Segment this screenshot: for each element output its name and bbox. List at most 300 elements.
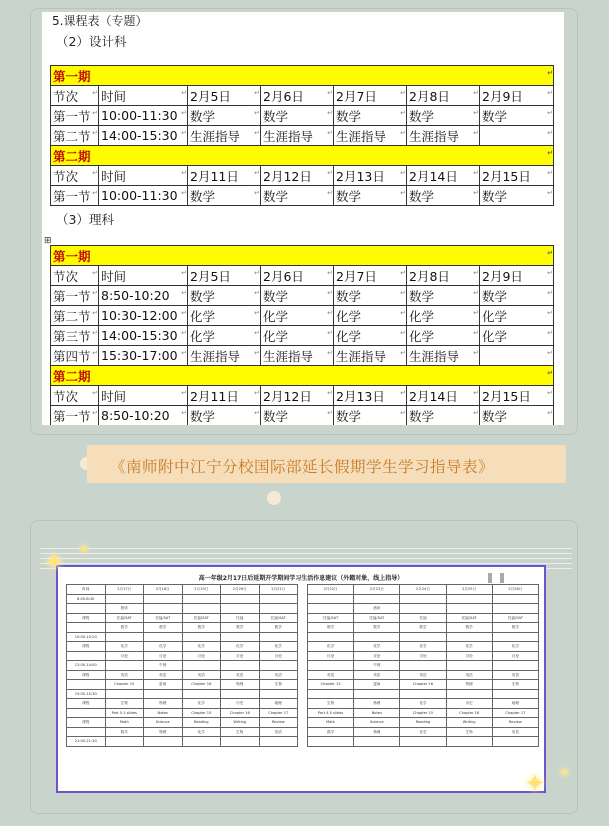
- table-cell: 数学 ↵: [188, 406, 261, 426]
- table-cell: [480, 346, 554, 366]
- table-cell: [182, 594, 221, 604]
- table-cell: 地理: [259, 699, 298, 709]
- table-cell: [492, 689, 538, 699]
- table-cell: 物理: [354, 699, 400, 709]
- period-label: 第二期 ↵: [51, 146, 554, 166]
- table-cell: 2月6日 ↵: [261, 86, 334, 106]
- table-cell: [105, 737, 144, 747]
- table-cell: 2月18日: [144, 585, 183, 595]
- table-cell: Chapter 16: [400, 680, 446, 690]
- table-cell: [182, 661, 221, 671]
- table-cell: [67, 680, 106, 690]
- sparkle-icon: ✦: [78, 542, 90, 558]
- table-cell: [259, 594, 298, 604]
- table-cell: 化学: [354, 642, 400, 652]
- table-cell: 数学 ↵: [407, 286, 480, 306]
- table-cell: 数学 ↵: [261, 406, 334, 426]
- table-cell: 8:50-10:20 ↵: [99, 286, 188, 306]
- table-cell: [105, 632, 144, 642]
- table-cell: 生涯指导 ↵: [334, 126, 407, 146]
- table-cell: 雷雨: [144, 680, 183, 690]
- table-cell: 讨论: [105, 651, 144, 661]
- table-cell: 第三节 ↵: [51, 326, 99, 346]
- table-cell: Reading: [182, 718, 221, 728]
- table-cell: 物理: [354, 727, 400, 737]
- table-cell: Science: [144, 718, 183, 728]
- table-cell: Writing: [446, 718, 492, 728]
- table-cell: Chapter 15: [182, 708, 221, 718]
- table-cell: 2月15日 ↵: [480, 166, 554, 186]
- table-cell: 第二节 ↵: [51, 306, 99, 326]
- table-cell: 数学 ↵: [261, 106, 334, 126]
- table-cell: 数学 ↵: [188, 186, 261, 206]
- document-heading: 5.课程表（专题）: [52, 14, 148, 28]
- table-cell: [105, 689, 144, 699]
- table-cell: 2月9日 ↵: [480, 86, 554, 106]
- table-row: [308, 670, 539, 680]
- table-row: [308, 680, 539, 690]
- table-cell: 英语: [492, 727, 538, 737]
- table-cell: 课程: [67, 718, 106, 728]
- table-cell: 英语: [182, 670, 221, 680]
- table-cell: 生物: [446, 727, 492, 737]
- table-cell: 数学: [492, 623, 538, 633]
- table-cell: [259, 604, 298, 614]
- table-cell: 化学: [400, 699, 446, 709]
- arts-schedule-table: [50, 65, 554, 206]
- table-cell: 生物: [221, 727, 260, 737]
- table-cell: 生物: [105, 699, 144, 709]
- table-cell: 10:00-11:30 ↵: [99, 186, 188, 206]
- header-row: [51, 86, 554, 106]
- table-cell: 英语: [221, 670, 260, 680]
- table-cell: 2月5日 ↵: [188, 266, 261, 286]
- table-row: [308, 727, 539, 737]
- table-cell: [144, 737, 183, 747]
- header-row: [51, 386, 554, 406]
- table-cell: 英语: [144, 670, 183, 680]
- table-cell: Reading: [400, 718, 446, 728]
- table-cell: [446, 661, 492, 671]
- table-cell: 数学 ↵: [480, 106, 554, 126]
- table-cell: Review: [492, 718, 538, 728]
- table-row: [67, 623, 298, 633]
- table-row: [67, 718, 298, 728]
- table-cell: [182, 604, 221, 614]
- table-cell: Chapter 15: [400, 708, 446, 718]
- table-cell: 课程: [67, 613, 106, 623]
- table-cell: Notes: [354, 708, 400, 718]
- table-cell: 英语: [259, 670, 298, 680]
- table-cell: [400, 604, 446, 614]
- table-cell: 化学: [308, 642, 354, 652]
- table-cell: 化学: [400, 642, 446, 652]
- table-row: [67, 651, 298, 661]
- table-cell: [400, 661, 446, 671]
- table-cell: 数学: [446, 623, 492, 633]
- table-cell: 数学 ↵: [261, 186, 334, 206]
- table-cell: 地理: [492, 699, 538, 709]
- guidance-title: 高一年级2月17日后延期开学期间学习生活作息建议（外籍对象，线上指导）: [198, 575, 404, 582]
- table-cell: 化学: [400, 727, 446, 737]
- table-cell: 数学: [105, 623, 144, 633]
- table-cell: 数学: [221, 623, 260, 633]
- period-row: [51, 246, 554, 266]
- table-cell: 托福/SAT: [354, 613, 400, 623]
- table-row: [67, 661, 298, 671]
- table-cell: 2月11日 ↵: [188, 166, 261, 186]
- sparkle-icon: ✦: [44, 548, 65, 576]
- table-row: [67, 604, 298, 614]
- table-cell: [446, 737, 492, 747]
- table-cell: 托福/SAT: [259, 613, 298, 623]
- period-row: [51, 146, 554, 166]
- table-cell: 数学 ↵: [261, 286, 334, 306]
- table-cell: 21:00-21:30: [67, 737, 106, 747]
- table-cell: 第四节 ↵: [51, 346, 99, 366]
- table-cell: Chapter 17: [492, 708, 538, 718]
- table-cell: 托福/SAT: [492, 613, 538, 623]
- header-row: [67, 585, 298, 595]
- table-cell: 化学 ↵: [334, 326, 407, 346]
- table-cell: 数学: [259, 623, 298, 633]
- table-cell: Math: [308, 718, 354, 728]
- table-row: [308, 651, 539, 661]
- table-cell: [492, 737, 538, 747]
- table-cell: 化学 ↵: [188, 306, 261, 326]
- table-cell: [446, 689, 492, 699]
- table-cell: 化学: [492, 642, 538, 652]
- table-cell: 第二节 ↵: [51, 126, 99, 146]
- table-cell: 14:00-15:30 ↵: [99, 326, 188, 346]
- table-cell: 2月24日: [400, 585, 446, 595]
- science-schedule-table: [50, 245, 554, 425]
- table-cell: Science: [354, 718, 400, 728]
- table-cell: 晨读: [354, 604, 400, 614]
- table-cell: 生涯指导 ↵: [188, 126, 261, 146]
- table-cell: 8:00-8:30: [67, 594, 106, 604]
- table-cell: 课程: [67, 670, 106, 680]
- table-cell: [308, 737, 354, 747]
- table-row: [308, 594, 539, 604]
- table-row: [67, 689, 298, 699]
- table-row: [51, 346, 554, 366]
- table-cell: 讨论: [221, 651, 260, 661]
- table-cell: [308, 632, 354, 642]
- table-cell: [446, 632, 492, 642]
- table-cell: 化学 ↵: [188, 326, 261, 346]
- table-cell: [354, 737, 400, 747]
- table-cell: 2月12日 ↵: [261, 166, 334, 186]
- table-cell: 2月13日 ↵: [334, 386, 407, 406]
- table-cell: 讨论: [446, 651, 492, 661]
- table-cell: [354, 689, 400, 699]
- table-cell: [400, 632, 446, 642]
- table-cell: Part 5.1 slides: [105, 708, 144, 718]
- table-row: [67, 737, 298, 747]
- schedule-document: [42, 12, 564, 425]
- table-cell: 托福/SAT: [144, 613, 183, 623]
- table-row: [308, 604, 539, 614]
- table-cell: 时间 ↵: [99, 166, 188, 186]
- table-cell: 数学 ↵: [407, 186, 480, 206]
- guidance-table-right-page: [307, 584, 539, 747]
- table-cell: 节次 ↵: [51, 86, 99, 106]
- table-cell: 化学 ↵: [334, 306, 407, 326]
- table-cell: 讨论: [492, 651, 538, 661]
- table-cell: 2月8日 ↵: [407, 86, 480, 106]
- table-cell: 第一节 ↵: [51, 106, 99, 126]
- table-cell: Chapter 16: [182, 680, 221, 690]
- table-row: [51, 126, 554, 146]
- table-cell: 2月11日 ↵: [188, 386, 261, 406]
- table-cell: 时间 ↵: [99, 266, 188, 286]
- guidance-document: [63, 570, 539, 788]
- table-cell: 数学 ↵: [188, 286, 261, 306]
- table-cell: [308, 594, 354, 604]
- table-cell: 数学 ↵: [334, 286, 407, 306]
- table-cell: 托福: [400, 613, 446, 623]
- table-cell: [492, 594, 538, 604]
- table-cell: 数学: [354, 623, 400, 633]
- table-cell: 生涯指导 ↵: [261, 126, 334, 146]
- table-row: [67, 594, 298, 604]
- table-cell: 数学 ↵: [188, 106, 261, 126]
- table-cell: 2月12日 ↵: [261, 386, 334, 406]
- table-cell: [221, 632, 260, 642]
- table-cell: 化学 ↵: [261, 326, 334, 346]
- table-cell: [67, 604, 106, 614]
- table-cell: 数学: [308, 623, 354, 633]
- table-cell: Chapter 16: [221, 708, 260, 718]
- table-row: [67, 613, 298, 623]
- table-row: [51, 106, 554, 126]
- table-cell: 2月6日 ↵: [261, 266, 334, 286]
- table-cell: 物理: [221, 680, 260, 690]
- table-cell: [67, 651, 106, 661]
- table-cell: 数学 ↵: [480, 186, 554, 206]
- period-row: [51, 66, 554, 86]
- table-cell: Writing: [221, 718, 260, 728]
- table-cell: 数学: [182, 623, 221, 633]
- table-cell: 生涯指导 ↵: [261, 346, 334, 366]
- sparkle-icon: ✦: [524, 769, 546, 799]
- table-cell: 数学 ↵: [334, 106, 407, 126]
- table-cell: 15:30-17:00 ↵: [99, 346, 188, 366]
- table-cell: 时间 ↵: [99, 386, 188, 406]
- table-row: [308, 737, 539, 747]
- table-cell: 化学 ↵: [407, 306, 480, 326]
- table-cell: Chapter 17: [259, 708, 298, 718]
- banner-title: 《南师附中江宁分校国际部延长假期学生学习指导表》: [110, 458, 495, 476]
- table-cell: [446, 594, 492, 604]
- table-cell: 托福/SAT: [308, 613, 354, 623]
- table-cell: 第一节 ↵: [51, 406, 99, 426]
- table-cell: 2月22日: [308, 585, 354, 595]
- table-cell: 数学 ↵: [334, 406, 407, 426]
- table-row: [308, 632, 539, 642]
- table-cell: 生涯指导 ↵: [334, 346, 407, 366]
- table-row: [67, 642, 298, 652]
- table-cell: 节次 ↵: [51, 166, 99, 186]
- table-cell: 时间: [67, 585, 106, 595]
- table-cell: [308, 689, 354, 699]
- table-cell: 2月19日: [182, 585, 221, 595]
- table-cell: [259, 661, 298, 671]
- table-row: [308, 661, 539, 671]
- period-label: 第一期 ↵: [51, 66, 554, 86]
- table-cell: 数学 ↵: [334, 186, 407, 206]
- table-cell: 英语: [259, 727, 298, 737]
- table-row: [51, 326, 554, 346]
- table-cell: [492, 661, 538, 671]
- table-cell: 2月21日: [259, 585, 298, 595]
- table-cell: 数学 ↵: [407, 406, 480, 426]
- table-cell: 2月23日: [354, 585, 400, 595]
- table-cell: [492, 604, 538, 614]
- table-cell: 2月14日 ↵: [407, 166, 480, 186]
- table-cell: Math: [105, 718, 144, 728]
- table-cell: [480, 126, 554, 146]
- table-cell: 化学: [446, 642, 492, 652]
- table-cell: 化学: [105, 642, 144, 652]
- table-cell: [259, 632, 298, 642]
- table-cell: 2月25日: [446, 585, 492, 595]
- table-row: [308, 699, 539, 709]
- table-cell: 化学: [259, 642, 298, 652]
- table-cell: [67, 727, 106, 737]
- table-cell: [221, 689, 260, 699]
- table-cell: 时间 ↵: [99, 86, 188, 106]
- table-cell: 数学: [144, 623, 183, 633]
- table-cell: 节次 ↵: [51, 266, 99, 286]
- table-cell: [354, 594, 400, 604]
- table-cell: [221, 604, 260, 614]
- table-cell: 历史: [221, 699, 260, 709]
- table-cell: [105, 661, 144, 671]
- table-cell: 化学 ↵: [261, 306, 334, 326]
- table-cell: 8:50-10:20 ↵: [99, 406, 188, 426]
- table-row: [308, 623, 539, 633]
- table-cell: [67, 623, 106, 633]
- table-cell: [144, 594, 183, 604]
- table-row: [308, 708, 539, 718]
- table-cell: [105, 594, 144, 604]
- table-cell: 化学 ↵: [480, 326, 554, 346]
- table-cell: 讨论: [400, 651, 446, 661]
- table-cell: [144, 604, 183, 614]
- table-cell: [221, 661, 260, 671]
- period-label: 第二期 ↵: [51, 366, 554, 386]
- table-cell: 生物: [259, 680, 298, 690]
- guidance-table-right: [307, 584, 539, 747]
- table-cell: 英语: [492, 670, 538, 680]
- table-cell: 雷雨: [354, 680, 400, 690]
- table-cell: [400, 689, 446, 699]
- table-cell: 2月5日 ↵: [188, 86, 261, 106]
- table-cell: 午餐: [354, 661, 400, 671]
- table-cell: 讨论: [182, 651, 221, 661]
- table-cell: 英语: [400, 670, 446, 680]
- table-row: [67, 727, 298, 737]
- table-cell: 化学: [182, 699, 221, 709]
- table-cell: 讨论: [354, 651, 400, 661]
- table-cell: 10:30-12:00 ↵: [99, 306, 188, 326]
- table-cell: 讨论: [308, 651, 354, 661]
- table-row: [308, 642, 539, 652]
- table-row: [51, 406, 554, 426]
- guidance-table-left: [66, 584, 298, 747]
- header-row: [51, 166, 554, 186]
- table-cell: 第一节 ↵: [51, 186, 99, 206]
- table-cell: 午餐: [144, 661, 183, 671]
- table-row: [67, 708, 298, 718]
- table-cell: 托福/SAT: [182, 613, 221, 623]
- table-cell: [182, 737, 221, 747]
- table-cell: 2月17日: [105, 585, 144, 595]
- connector-dot: [267, 491, 281, 505]
- table-cell: 生涯指导 ↵: [407, 126, 480, 146]
- table-cell: 化学 ↵: [407, 326, 480, 346]
- table-cell: [144, 632, 183, 642]
- table-cell: 英语: [308, 670, 354, 680]
- table-cell: Review: [259, 718, 298, 728]
- table-row: [67, 670, 298, 680]
- header-row: [51, 266, 554, 286]
- table-cell: [308, 604, 354, 614]
- table-cell: 物理: [144, 727, 183, 737]
- table-cell: 物理: [446, 680, 492, 690]
- table-cell: 14:00-15:30 ↵: [99, 126, 188, 146]
- table-cell: 2月7日 ↵: [334, 86, 407, 106]
- table-cell: 数学: [400, 623, 446, 633]
- table-cell: 课程: [67, 642, 106, 652]
- sparkle-icon: ✦: [559, 766, 570, 781]
- table-cell: 托福/SAT: [105, 613, 144, 623]
- table-row: [308, 718, 539, 728]
- table-cell: [492, 632, 538, 642]
- table-cell: 数学: [308, 727, 354, 737]
- table-cell: 物理: [144, 699, 183, 709]
- table-cell: [354, 632, 400, 642]
- table-cell: [446, 604, 492, 614]
- table-cell: [144, 689, 183, 699]
- table-cell: 生涯指导 ↵: [188, 346, 261, 366]
- table-cell: Chapter 15: [105, 680, 144, 690]
- table-cell: [400, 737, 446, 747]
- table-cell: 托福: [221, 613, 260, 623]
- table-cell: 2月9日 ↵: [480, 266, 554, 286]
- table-cell: 讨论: [259, 651, 298, 661]
- table-cell: 15:00-15:30: [67, 689, 106, 699]
- table-row: [308, 689, 539, 699]
- table-cell: 化学: [182, 727, 221, 737]
- table-cell: [308, 661, 354, 671]
- table-cell: 英语: [446, 670, 492, 680]
- table-cell: 2月20日: [221, 585, 260, 595]
- table-cell: 数学 ↵: [480, 286, 554, 306]
- table-cell: 2月8日 ↵: [407, 266, 480, 286]
- table-cell: [67, 708, 106, 718]
- table-cell: Notes: [144, 708, 183, 718]
- table-cell: 生物: [308, 699, 354, 709]
- table-cell: 数学 ↵: [480, 406, 554, 426]
- table-row: [51, 286, 554, 306]
- table-cell: 英语: [105, 670, 144, 680]
- table-cell: [259, 737, 298, 747]
- header-row: [308, 585, 539, 595]
- table-cell: 节次 ↵: [51, 386, 99, 406]
